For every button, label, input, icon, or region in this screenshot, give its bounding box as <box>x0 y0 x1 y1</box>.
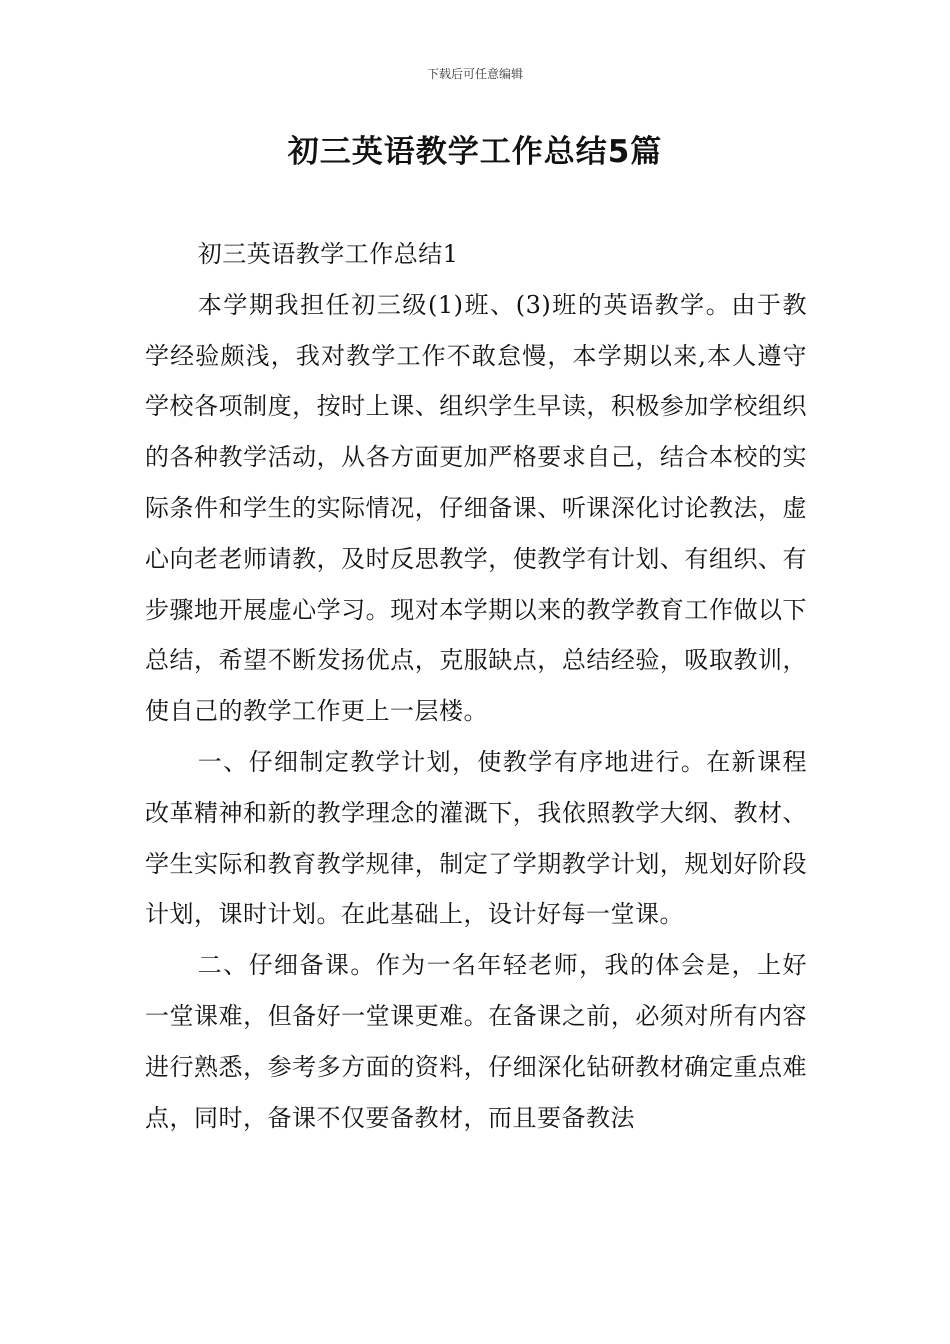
document-title: 初三英语教学工作总结5篇 <box>287 134 663 170</box>
paragraph-point-two: 二、仔细备课。作为一名年轻老师，我的体会是，上好一堂课难，但备好一堂课更难。在备课之前，必须对所有内容进行熟悉，参考多方面的资料，仔细深化钻研教材确定重点难点，同时，备课不仅要备教材，而且要备教法 <box>145 951 807 1132</box>
header-note: 下载后可任意编辑 <box>426 67 523 81</box>
document-body <box>145 229 807 1143</box>
section-heading: 初三英语教学工作总结1 <box>197 240 459 268</box>
paragraph-point-one: 一、仔细制定教学计划，使教学有序地进行。在新课程改革精神和新的教学理念的灌溉下，我依照教学大纲、教材、学生实际和教育教学规律，制定了学期教学计划，规划好阶段计划，课时计划。在此基础上，设计好每一堂课。 <box>145 747 807 929</box>
paragraph-intro: 本学期我担任初三级(1)班、(3)班的英语教学。由于教学经验颇浅，我对教学工作不敢怠慢，本学期以来,本人遵守学校各项制度，按时上课、组织学生早读，积极参加学校组织的各种教学活动，从各方面更加严格要求自己，结合本校的实际条件和学生的实际情况，仔细备课、听课深化讨论教法，虚心向老老师请教，及时反思教学，使教学有计划、有组织、有步骤地开展虚心学习。现对本学期以来的教学教育工作做以下总结，希望不断发扬优点，克服缺点，总结经验，吸取教训，使自己的教学工作更上一层楼。 <box>145 290 807 726</box>
